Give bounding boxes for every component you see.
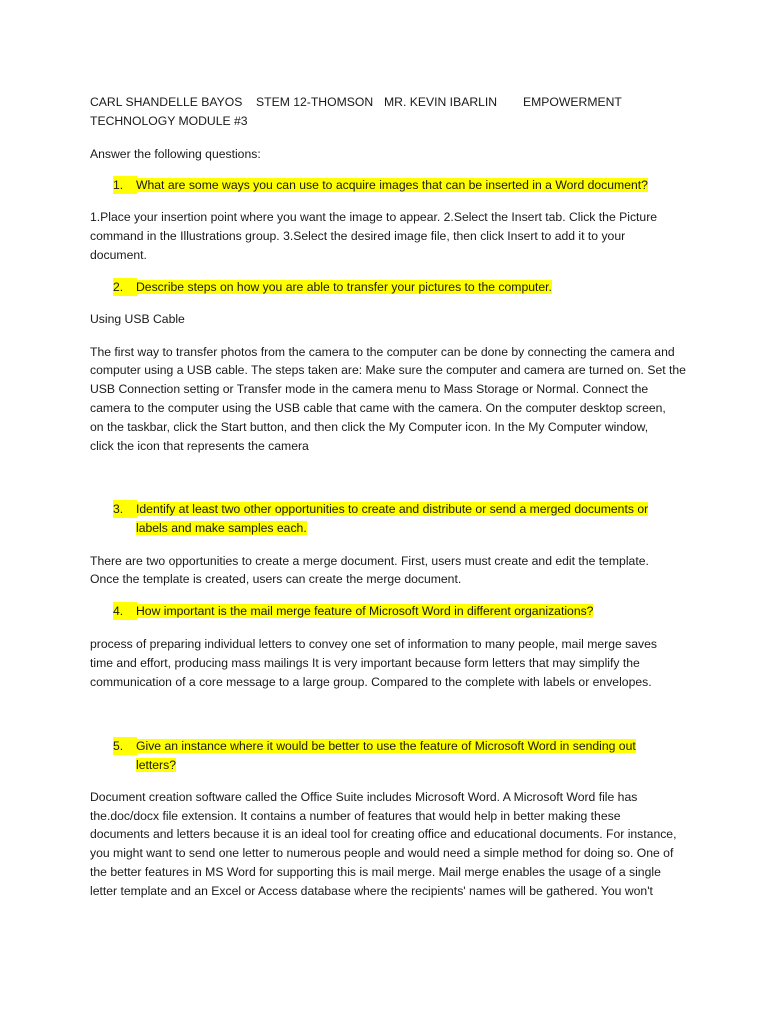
answer-line: USB Connection setting or Transfer mode in the camera menu to Mass Storage or Normal. Connect the [90, 382, 649, 396]
answer-line: you might want to send one letter to numerous people and would need a simple method for doing so. One of [90, 846, 674, 860]
subheading: Using USB Cable [90, 312, 185, 326]
answer-line: Document creation software called the Office Suite includes Microsoft Word. A Microsoft Word file has [90, 790, 638, 804]
question-1 [136, 176, 648, 194]
subject-title-cont: TECHNOLOGY MODULE #3 [90, 114, 248, 128]
answer-line: computer using a USB cable. The steps taken are: Make sure the computer and camera are turned on. Set the [90, 363, 686, 377]
question-number: 1. [113, 176, 137, 194]
answer-line: The first way to transfer photos from the camera to the computer can be done by connecting the camera and [90, 345, 675, 359]
question-3 [136, 500, 648, 518]
answer-line: document. [90, 248, 147, 262]
answer-line: process of preparing individual letters to convey one set of information to many people, mail merge saves [90, 637, 658, 651]
answer-line: camera to the computer using the USB cable that came with the camera. On the computer desktop screen, [90, 401, 666, 415]
answer-line: time and effort, producing mass mailings It is very important because form letters that may simplify the [90, 656, 640, 670]
question-text: labels and make samples each. [136, 521, 307, 535]
answer-line: There are two opportunities to create a merge document. First, users must create and edit the template. [90, 554, 649, 568]
question-text: Identify at least two other opportunities to create and distribute or send a merged documents or [136, 502, 649, 516]
subject-title: EMPOWERMENT [523, 95, 622, 109]
answer-line: documents and letters because it is an ideal tool for creating office and educational documents. For instance, [90, 827, 677, 841]
question-text: Describe steps on how you are able to transfer your pictures to the computer. [136, 280, 552, 294]
question-5-cont [136, 756, 176, 774]
answer-line: on the taskbar, click the Start button, and then click the My Computer icon. In the My Computer window, [90, 420, 649, 434]
answer-line: the.doc/docx file extension. It contains a number of features that would help in better making these [90, 809, 621, 823]
answer-line: the better features in MS Word for supporting this is mail merge. Mail merge enables the usage of a single [90, 865, 661, 879]
section: STEM 12-THOMSON [256, 95, 374, 109]
answer-line: communication of a core message to a large group. Compared to the complete with labels or envelopes. [90, 675, 652, 689]
answer-line: Once the template is created, users can create the merge document. [90, 572, 462, 586]
answer-line: command in the Illustrations group. 3.Select the desired image file, then click Insert to add it to your [90, 229, 626, 243]
question-text: Give an instance where it would be better to use the feature of Microsoft Word in sending out [136, 739, 636, 753]
question-2 [136, 278, 552, 296]
question-text: What are some ways you can use to acquire images that can be inserted in a Word document? [136, 178, 648, 192]
answer-line: click the icon that represents the camera [90, 439, 309, 453]
question-number: 5. [113, 737, 137, 755]
question-3-cont [136, 519, 307, 537]
question-text: How important is the mail merge feature of Microsoft Word in different organizations? [136, 604, 594, 618]
answer-line: letter template and an Excel or Access database where the recipients' names will be gathered. You won't [90, 884, 653, 898]
question-number: 4. [113, 602, 137, 620]
question-number: 2. [113, 278, 137, 296]
question-text: letters? [136, 758, 176, 772]
question-4 [136, 602, 593, 620]
intro-text: Answer the following questions: [90, 147, 261, 161]
question-5 [136, 737, 636, 755]
question-number: 3. [113, 500, 137, 518]
teacher-name: MR. KEVIN IBARLIN [384, 95, 498, 109]
student-name: CARL SHANDELLE BAYOS [90, 95, 243, 109]
answer-line: 1.Place your insertion point where you want the image to appear. 2.Select the Insert tab. Click the Picture [90, 210, 658, 224]
